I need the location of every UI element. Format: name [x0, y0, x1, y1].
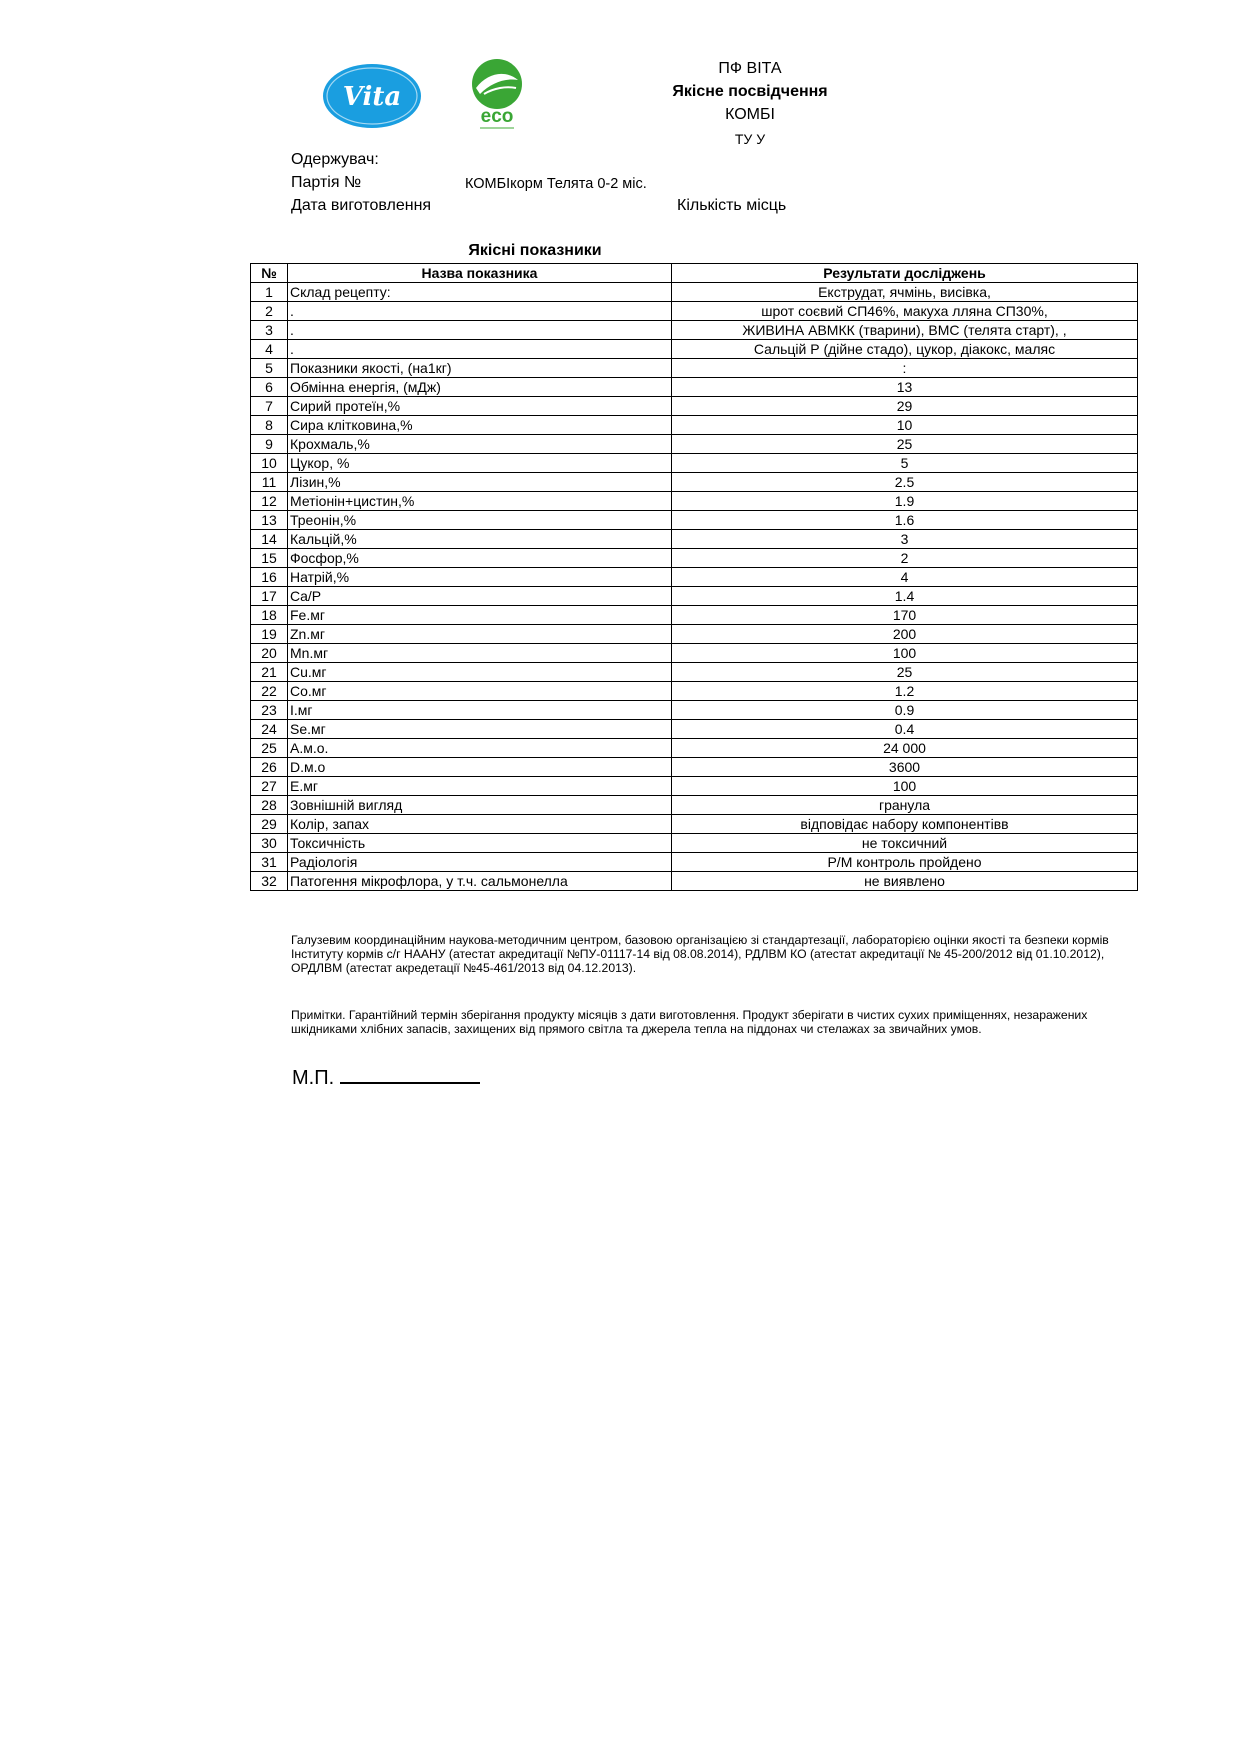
row-number: 7 [251, 397, 288, 416]
indicator-result: 2.5 [672, 473, 1138, 492]
indicator-result: не токсичний [672, 834, 1138, 853]
indicator-name: Зовнішній вигляд [288, 796, 672, 815]
row-number: 21 [251, 663, 288, 682]
table-row [251, 682, 1138, 701]
indicator-result: 1.9 [672, 492, 1138, 511]
table-row [251, 340, 1138, 359]
table-row [251, 492, 1138, 511]
table-row [251, 720, 1138, 739]
certification-note: Галузевим координаційним наукова-методичним центром, базовою організацією зі стандартезації, лабораторією оцінки якості та безпеки кормів Інституту кормів с/г НААНУ (атестат акредитації №ПУ-01117-14 від 08.08.2014), РДЛВМ КО (атестат акредитації № 45-200/2012 від 01.10.2012), ОРДЛВМ (атестат акредетації №45-461/2013 від 04.12.2013). [291, 933, 1109, 975]
indicator-name: Цукор, % [288, 454, 672, 473]
indicator-name: Zn.мг [288, 625, 672, 644]
indicator-result: : [672, 359, 1138, 378]
table-row [251, 758, 1138, 777]
indicator-name: I.мг [288, 701, 672, 720]
indicator-name: Крохмаль,% [288, 435, 672, 454]
indicator-result: 3 [672, 530, 1138, 549]
row-number: 5 [251, 359, 288, 378]
col-header-name: Назва показника [288, 264, 672, 283]
eco-logo-text: eco [480, 106, 514, 127]
signature-line [340, 1064, 480, 1084]
table-row [251, 625, 1138, 644]
indicator-name: Токсичність [288, 834, 672, 853]
table-row [251, 435, 1138, 454]
indicator-result: 0.4 [672, 720, 1138, 739]
row-number: 3 [251, 321, 288, 340]
indicator-name: . [288, 321, 672, 340]
indicator-result: Екструдат, ячмінь, висівка, [672, 283, 1138, 302]
indicator-result: Р/М контроль пройдено [672, 853, 1138, 872]
row-number: 30 [251, 834, 288, 853]
indicator-result: 25 [672, 663, 1138, 682]
table-row [251, 834, 1138, 853]
indicator-result: 200 [672, 625, 1138, 644]
row-number: 12 [251, 492, 288, 511]
indicator-name: Co.мг [288, 682, 672, 701]
company-name: ПФ ВІТА [718, 60, 782, 77]
table-row [251, 644, 1138, 663]
indicator-result: відповідає набору компонентівв [672, 815, 1138, 834]
table-row [251, 302, 1138, 321]
table-body [251, 283, 1138, 891]
vita-logo-text: Vita [342, 82, 402, 112]
indicator-result: 24 000 [672, 739, 1138, 758]
indicator-name: Патогення мікрофлора, у т.ч. сальмонелла [288, 872, 672, 891]
row-number: 2 [251, 302, 288, 321]
row-number: 17 [251, 587, 288, 606]
indicator-result: 1.6 [672, 511, 1138, 530]
indicator-name: Cu.мг [288, 663, 672, 682]
col-header-number: № [251, 264, 288, 283]
table-row [251, 815, 1138, 834]
indicator-name: Натрій,% [288, 568, 672, 587]
indicator-name: Колір, запах [288, 815, 672, 834]
indicator-name: Показники якості, (на1кг) [288, 359, 672, 378]
indicator-result: 100 [672, 777, 1138, 796]
indicator-result: гранула [672, 796, 1138, 815]
table-row [251, 530, 1138, 549]
batch-value: КОМБІкорм Телята 0-2 міс. [465, 176, 647, 192]
row-number: 15 [251, 549, 288, 568]
indicator-result: 3600 [672, 758, 1138, 777]
indicator-result: 2 [672, 549, 1138, 568]
table-row [251, 416, 1138, 435]
indicator-name: Треонін,% [288, 511, 672, 530]
table-row [251, 796, 1138, 815]
indicator-result: 25 [672, 435, 1138, 454]
indicator-name: D.м.о [288, 758, 672, 777]
document-title: Якісне посвідчення [672, 83, 828, 100]
row-number: 32 [251, 872, 288, 891]
row-number: 29 [251, 815, 288, 834]
indicator-name: Радіологія [288, 853, 672, 872]
stamp-label: М.П. [292, 1067, 335, 1089]
table-row [251, 872, 1138, 891]
vita-logo [322, 62, 422, 130]
row-number: 25 [251, 739, 288, 758]
row-number: 16 [251, 568, 288, 587]
indicator-result: 4 [672, 568, 1138, 587]
indicator-name: E.мг [288, 777, 672, 796]
table-row [251, 511, 1138, 530]
indicator-result: 0.9 [672, 701, 1138, 720]
table-row [251, 606, 1138, 625]
tu-code: ТУ У [734, 131, 766, 147]
table-header-row [251, 264, 1138, 283]
table-row [251, 549, 1138, 568]
product-type: КОМБІ [725, 106, 775, 123]
indicator-name: Кальцій,% [288, 530, 672, 549]
indicator-result: 100 [672, 644, 1138, 663]
row-number: 14 [251, 530, 288, 549]
remarks-note: Примітки. Гарантійний термін зберігання продукту місяців з дати виготовлення. Продукт зберігати в чистих сухих приміщеннях, незаражених шкідниками хлібних запасів, захищених від прямого світла та джерела тепла на піддонах чи стелажах за звичайних умов. [291, 1008, 1088, 1036]
row-number: 18 [251, 606, 288, 625]
quality-table [250, 263, 1138, 891]
indicator-name: Mn.мг [288, 644, 672, 663]
table-row [251, 359, 1138, 378]
section-title: Якісні показники [468, 242, 602, 259]
table-row [251, 777, 1138, 796]
table-row [251, 378, 1138, 397]
row-number: 10 [251, 454, 288, 473]
production-date-label: Дата виготовлення [291, 197, 432, 214]
indicator-result: 1.2 [672, 682, 1138, 701]
row-number: 26 [251, 758, 288, 777]
row-number: 27 [251, 777, 288, 796]
stamp-place [292, 1064, 480, 1090]
table-row [251, 283, 1138, 302]
indicator-result: 10 [672, 416, 1138, 435]
table-row [251, 587, 1138, 606]
row-number: 19 [251, 625, 288, 644]
table-row [251, 321, 1138, 340]
indicator-name: Фосфор,% [288, 549, 672, 568]
indicator-result: 29 [672, 397, 1138, 416]
indicator-name: Сирий протеїн,% [288, 397, 672, 416]
row-number: 9 [251, 435, 288, 454]
col-header-result: Результати досліджень [672, 264, 1138, 283]
row-number: 22 [251, 682, 288, 701]
recipient-label: Одержувач: [291, 151, 379, 168]
batch-label: Партія № [291, 174, 362, 191]
indicator-name: Fe.мг [288, 606, 672, 625]
indicator-result: 13 [672, 378, 1138, 397]
table-row [251, 663, 1138, 682]
indicator-name: A.м.о. [288, 739, 672, 758]
indicator-name: Se.мг [288, 720, 672, 739]
indicator-name: . [288, 340, 672, 359]
indicator-result: шрот соєвий СП46%, макуха лляна СП30%, [672, 302, 1138, 321]
indicator-name: Сира клітковина,% [288, 416, 672, 435]
table-row [251, 701, 1138, 720]
table-row [251, 568, 1138, 587]
row-number: 1 [251, 283, 288, 302]
eco-logo [466, 58, 528, 132]
table-row [251, 739, 1138, 758]
row-number: 13 [251, 511, 288, 530]
indicator-name: Метіонін+цистин,% [288, 492, 672, 511]
indicator-name: Склад рецепту: [288, 283, 672, 302]
row-number: 11 [251, 473, 288, 492]
indicator-result: Сальцій Р (дійне стадо), цукор, діакокс, маляс [672, 340, 1138, 359]
row-number: 8 [251, 416, 288, 435]
row-number: 20 [251, 644, 288, 663]
table-row [251, 397, 1138, 416]
table-row [251, 473, 1138, 492]
indicator-result: ЖИВИНА АВМКК (тварини), ВМС (телята старт), , [672, 321, 1138, 340]
places-count-label: Кількість місць [677, 197, 787, 214]
row-number: 28 [251, 796, 288, 815]
indicator-name: Лізин,% [288, 473, 672, 492]
row-number: 31 [251, 853, 288, 872]
indicator-name: . [288, 302, 672, 321]
row-number: 23 [251, 701, 288, 720]
indicator-result: не виявлено [672, 872, 1138, 891]
indicator-name: Ca/P [288, 587, 672, 606]
table-row [251, 454, 1138, 473]
indicator-result: 5 [672, 454, 1138, 473]
indicator-result: 1.4 [672, 587, 1138, 606]
row-number: 6 [251, 378, 288, 397]
row-number: 4 [251, 340, 288, 359]
indicator-name: Обмінна енергія, (мДж) [288, 378, 672, 397]
row-number: 24 [251, 720, 288, 739]
table-row [251, 853, 1138, 872]
indicator-result: 170 [672, 606, 1138, 625]
